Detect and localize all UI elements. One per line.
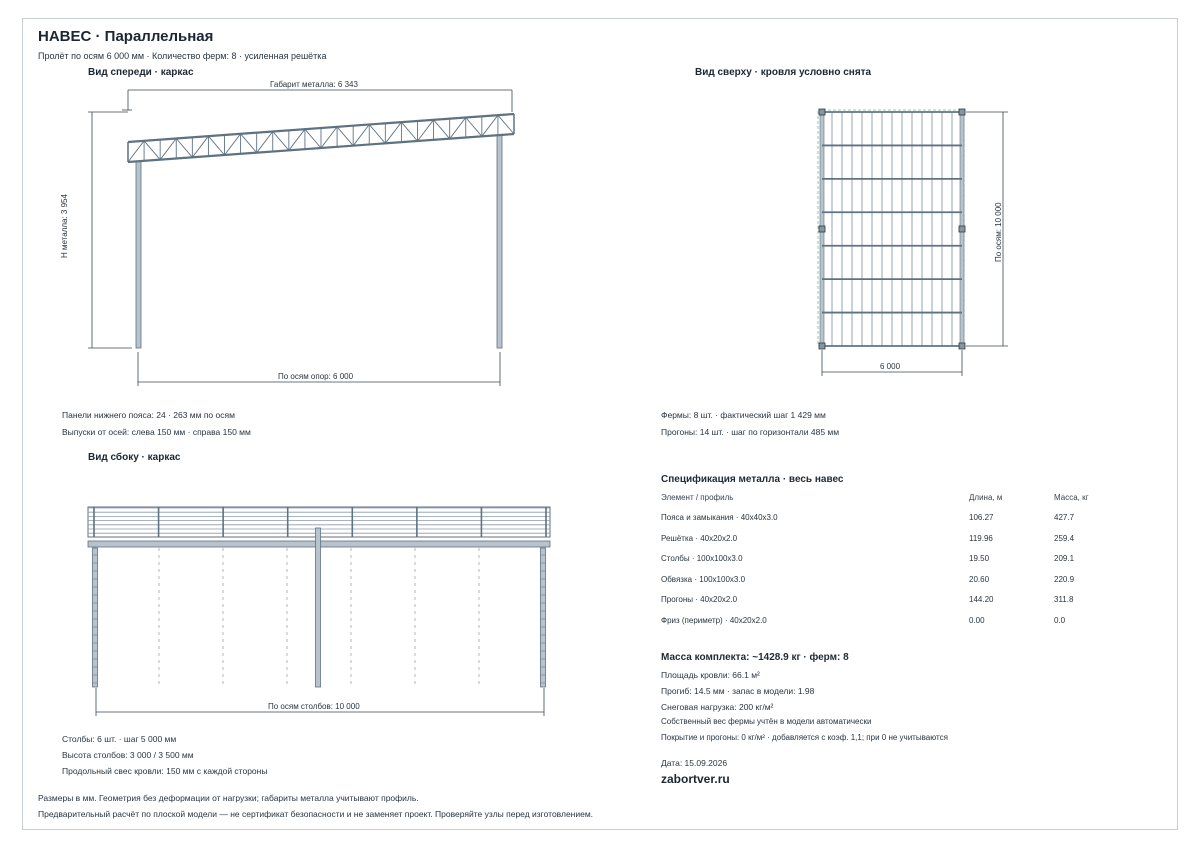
side-note-heights: Высота столбов: 3 000 / 3 500 мм — [62, 750, 194, 760]
side-note-overhang: Продольный свес кровли: 150 мм с каждой стороны — [62, 766, 268, 776]
side-note-posts: Столбы: 6 шт. · шаг 5 000 мм — [62, 734, 177, 744]
spec-cell-length: 119.96 — [969, 533, 993, 543]
page-subtitle: Пролёт по осям 6 000 мм · Количество ферм: 8 · усиленная решётка — [38, 51, 327, 61]
front-view-title: Вид спереди · каркас — [88, 67, 194, 78]
footer-note-1: Размеры в мм. Геометрия без деформации от нагрузки; габариты металла учитывают профиль. — [38, 793, 419, 803]
summary-deflection: Прогиб: 14.5 мм · запас в модели: 1.98 — [661, 686, 815, 696]
spec-header-mass: Масса, кг — [1054, 493, 1089, 502]
side-post — [93, 548, 98, 687]
summary-self-weight: Собственный вес фермы учтён в модели автоматически — [661, 717, 872, 726]
summary-mass: Масса комплекта: ~1428.9 кг · ферм: 8 — [661, 652, 849, 663]
spec-cell-name: Столбы · 100x100x3.0 — [661, 554, 743, 563]
side-dim-bottom-label: По осям столбов: 10 000 — [268, 702, 360, 711]
spec-cell-name: Фриз (периметр) · 40x20x2.0 — [661, 615, 767, 625]
front-dim-bottom-label: По осям опор: 6 000 — [278, 372, 354, 381]
summary-area: Площадь кровли: 66.1 м² — [661, 670, 760, 680]
spec-header-length: Длина, м — [969, 493, 1003, 502]
front-dim-height-label: Н металла: 3 954 — [60, 194, 69, 258]
spec-header-element: Элемент / профиль — [661, 493, 734, 502]
page-title: НАВЕС · Параллельная — [38, 28, 214, 45]
spec-cell-name: Обвязка · 100x100x3.0 — [661, 574, 746, 584]
spec-cell-mass: 220.9 — [1054, 574, 1075, 584]
spec-cell-name: Прогоны · 40x20x2.0 — [661, 595, 738, 604]
spec-title: Спецификация металла · весь навес — [661, 474, 844, 485]
spec-cell-length: 20.60 — [969, 574, 990, 584]
spec-cell-name: Пояса и замыкания · 40x40x3.0 — [661, 513, 778, 522]
top-note-trusses: Фермы: 8 шт. · фактический шаг 1 429 мм — [661, 410, 826, 420]
spec-cell-mass: 427.7 — [1054, 513, 1075, 522]
summary-covering: Покрытие и прогоны: 0 кг/м² · добавляется с коэф. 1,1; при 0 не учитываются — [661, 733, 948, 742]
spec-cell-length: 106.27 — [969, 513, 994, 522]
spec-cell-mass: 259.4 — [1054, 533, 1075, 543]
top-note-purlins: Прогоны: 14 шт. · шаг по горизонтали 485 мм — [661, 427, 840, 437]
front-dim-top-label: Габарит металла: 6 343 — [270, 80, 358, 89]
spec-cell-mass: 311.8 — [1054, 595, 1074, 604]
top-view-title: Вид сверху · кровля условно снята — [695, 67, 872, 78]
front-note-offsets: Выпуски от осей: слева 150 мм · справа 150 мм — [62, 427, 251, 437]
side-post — [541, 548, 546, 687]
spec-cell-length: 0.00 — [969, 615, 985, 625]
side-view-title: Вид сбоку · каркас — [88, 452, 181, 463]
front-note-panels: Панели нижнего пояса: 24 · 263 мм по осям — [62, 410, 235, 420]
spec-cell-mass: 209.1 — [1054, 554, 1075, 563]
side-post — [316, 528, 321, 687]
spec-cell-length: 19.50 — [969, 554, 990, 563]
summary-date: Дата: 15.09.2026 — [661, 758, 728, 768]
spec-cell-length: 144.20 — [969, 595, 994, 604]
summary-snow: Снеговая нагрузка: 200 кг/м² — [661, 702, 774, 712]
spec-cell-mass: 0.0 — [1054, 615, 1066, 625]
side-frame — [88, 507, 550, 687]
footer-note-2: Предварительный расчёт по плоской модели — не сертификат безопасности и не заменяет проект. Проверяйте узлы перед изготовлением. — [38, 809, 594, 819]
site-link[interactable]: zabortver.ru — [661, 772, 730, 786]
spec-cell-name: Решётка · 40x20x2.0 — [661, 533, 738, 543]
top-dim-bottom-label: 6 000 — [880, 362, 901, 371]
top-dim-right-label: По осям: 10 000 — [994, 202, 1003, 262]
